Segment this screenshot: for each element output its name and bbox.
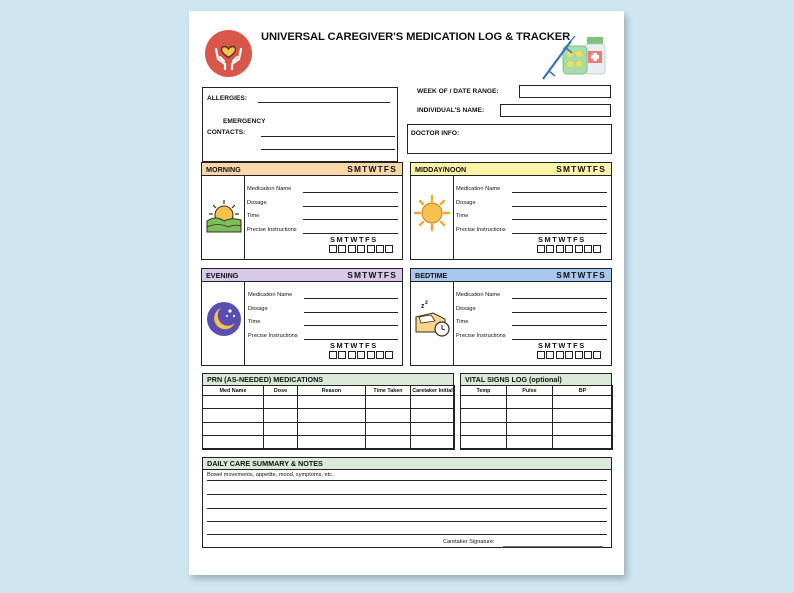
bedtime-divider: [453, 282, 454, 365]
morning-time-line[interactable]: [303, 219, 398, 220]
evening-section: [201, 268, 403, 366]
midday-section: [410, 162, 612, 260]
allergies-label: ALLERGIES:: [207, 95, 247, 102]
evening-header: [202, 269, 402, 282]
svg-text:z: z: [425, 300, 428, 306]
morning-days: SMTWTFS: [347, 164, 397, 174]
doctor-info-box[interactable]: [407, 124, 612, 154]
evening-med-name-line[interactable]: [304, 298, 398, 299]
midday-med-name-label: Medication Name: [456, 186, 501, 192]
bedtime-dosage-label: Dosage: [456, 306, 476, 312]
summary-line-2[interactable]: [207, 494, 607, 495]
daily-summary-title: DAILY CARE SUMMARY & NOTES: [207, 459, 323, 468]
bedtime-med-name-label: Medication Name: [456, 292, 501, 298]
midday-dosage-label: Dosage: [456, 200, 476, 206]
morning-instructions-label: Precise Instructions: [247, 227, 297, 233]
evening-days: SMTWTFS: [347, 270, 397, 280]
morning-checkboxes[interactable]: [329, 245, 393, 253]
summary-line-3[interactable]: [207, 508, 607, 509]
vitals-title: VITAL SIGNS LOG (optional): [465, 375, 562, 384]
prn-col-time-taken: Time Taken: [366, 386, 411, 396]
moon-stars-icon: [206, 301, 242, 337]
bedtime-days: SMTWTFS: [556, 270, 606, 280]
vitals-col-pulse: Pulse: [507, 386, 553, 396]
bedtime-title: BEDTIME: [415, 271, 448, 280]
prn-col-reason: Reason: [298, 386, 366, 396]
morning-check-days: SMTWTFS: [330, 235, 378, 244]
table-row[interactable]: [203, 436, 455, 449]
midday-title: MIDDAY/NOON: [415, 165, 467, 174]
table-row[interactable]: [461, 396, 613, 409]
prn-title: PRN (AS-NEEDED) MEDICATIONS: [207, 375, 324, 384]
emergency-label: EMERGENCY: [223, 118, 266, 125]
midday-checkboxes[interactable]: [537, 245, 601, 253]
bedtime-header: [411, 269, 611, 282]
midday-time-line[interactable]: [512, 219, 607, 220]
table-row[interactable]: [461, 409, 613, 422]
evening-check-days: SMTWTFS: [330, 341, 378, 350]
prn-col-caretaker-initial: Caretaker Initial: [412, 387, 453, 394]
vitals-table[interactable]: [460, 385, 613, 450]
caregiver-log-page: [189, 11, 624, 575]
vitals-col-temp: Temp: [461, 386, 507, 396]
morning-dosage-line[interactable]: [303, 206, 398, 207]
midday-instructions-line[interactable]: [512, 233, 607, 234]
morning-section: [201, 162, 403, 260]
prn-section: [202, 373, 454, 449]
evening-time-label: Time: [248, 319, 261, 325]
summary-line-1[interactable]: [207, 480, 607, 481]
emergency-contacts-line-2[interactable]: [261, 149, 395, 150]
vitals-col-bp: BP: [553, 386, 613, 396]
daily-summary-section: [202, 457, 612, 548]
contacts-label: CONTACTS:: [207, 129, 246, 136]
vitals-section: [460, 373, 612, 449]
sleep-clock-icon: [413, 299, 453, 339]
morning-instructions-line[interactable]: [303, 233, 398, 234]
emergency-contacts-line-1[interactable]: [261, 136, 395, 137]
table-row[interactable]: [203, 409, 455, 422]
evening-time-line[interactable]: [304, 325, 398, 326]
evening-instructions-line[interactable]: [304, 339, 398, 340]
evening-checkboxes[interactable]: [329, 351, 393, 359]
sun-icon: [413, 194, 451, 232]
morning-header: [202, 163, 402, 176]
evening-dosage-line[interactable]: [304, 312, 398, 313]
bedtime-dosage-line[interactable]: [512, 312, 607, 313]
summary-line-5[interactable]: [207, 534, 607, 535]
bedtime-instructions-line[interactable]: [512, 339, 607, 340]
summary-hint-text: Bowel movements, appetite, mood, symptoms, etc.: [207, 472, 334, 478]
table-row[interactable]: [461, 422, 613, 435]
evening-dosage-label: Dosage: [248, 306, 268, 312]
midday-check-days: SMTWTFS: [538, 235, 586, 244]
caregiver-hands-heart-icon: [205, 30, 252, 77]
morning-med-name-label: Medication Name: [247, 186, 292, 192]
prn-table[interactable]: [202, 385, 455, 450]
morning-dosage-label: Dosage: [247, 200, 267, 206]
bedtime-time-label: Time: [456, 319, 469, 325]
individual-label: INDIVIDUAL'S NAME:: [417, 107, 485, 114]
prn-col-dose: Dose: [264, 386, 298, 396]
bedtime-section: [410, 268, 612, 366]
midday-header: [411, 163, 611, 176]
week-field[interactable]: [519, 85, 611, 98]
week-label: WEEK OF / DATE RANGE:: [417, 88, 499, 95]
bedtime-checkboxes[interactable]: [537, 351, 601, 359]
prn-col-med-name: Med Name: [203, 386, 264, 396]
morning-divider: [244, 176, 245, 259]
caretaker-signature-line[interactable]: [503, 546, 603, 547]
svg-text:z: z: [421, 303, 425, 310]
caretaker-signature-label: Caretaker Signature:: [443, 539, 495, 545]
morning-med-name-line[interactable]: [303, 192, 398, 193]
evening-instructions-label: Precise Instructions: [248, 333, 298, 339]
table-row[interactable]: [461, 436, 613, 449]
allergies-contacts-box: [202, 87, 398, 162]
evening-divider: [244, 282, 245, 365]
evening-med-name-label: Medication Name: [248, 292, 293, 298]
medicine-syringe-icon: [541, 33, 613, 87]
morning-title: MORNING: [206, 165, 241, 174]
midday-days: SMTWTFS: [556, 164, 606, 174]
morning-time-label: Time: [247, 213, 260, 219]
table-row[interactable]: [203, 396, 455, 409]
table-row[interactable]: [203, 422, 455, 435]
sunrise-icon: [206, 197, 242, 233]
individual-field[interactable]: [500, 104, 611, 117]
doctor-info-label: DOCTOR INFO:: [411, 130, 460, 137]
midday-divider: [453, 176, 454, 259]
midday-med-name-line[interactable]: [512, 192, 607, 193]
bedtime-med-name-line[interactable]: [512, 298, 607, 299]
summary-line-4[interactable]: [207, 521, 607, 522]
midday-dosage-line[interactable]: [512, 206, 607, 207]
bedtime-time-line[interactable]: [512, 325, 607, 326]
daily-summary-header: [203, 458, 611, 470]
evening-title: EVENING: [206, 271, 239, 280]
bedtime-check-days: SMTWTFS: [538, 341, 586, 350]
midday-time-label: Time: [456, 213, 469, 219]
page-title: UNIVERSAL CAREGIVER'S MEDICATION LOG & TRACKER: [261, 31, 571, 43]
midday-instructions-label: Precise Instructions: [456, 227, 506, 233]
allergies-line[interactable]: [258, 102, 390, 103]
bedtime-instructions-label: Precise Instructions: [456, 333, 506, 339]
